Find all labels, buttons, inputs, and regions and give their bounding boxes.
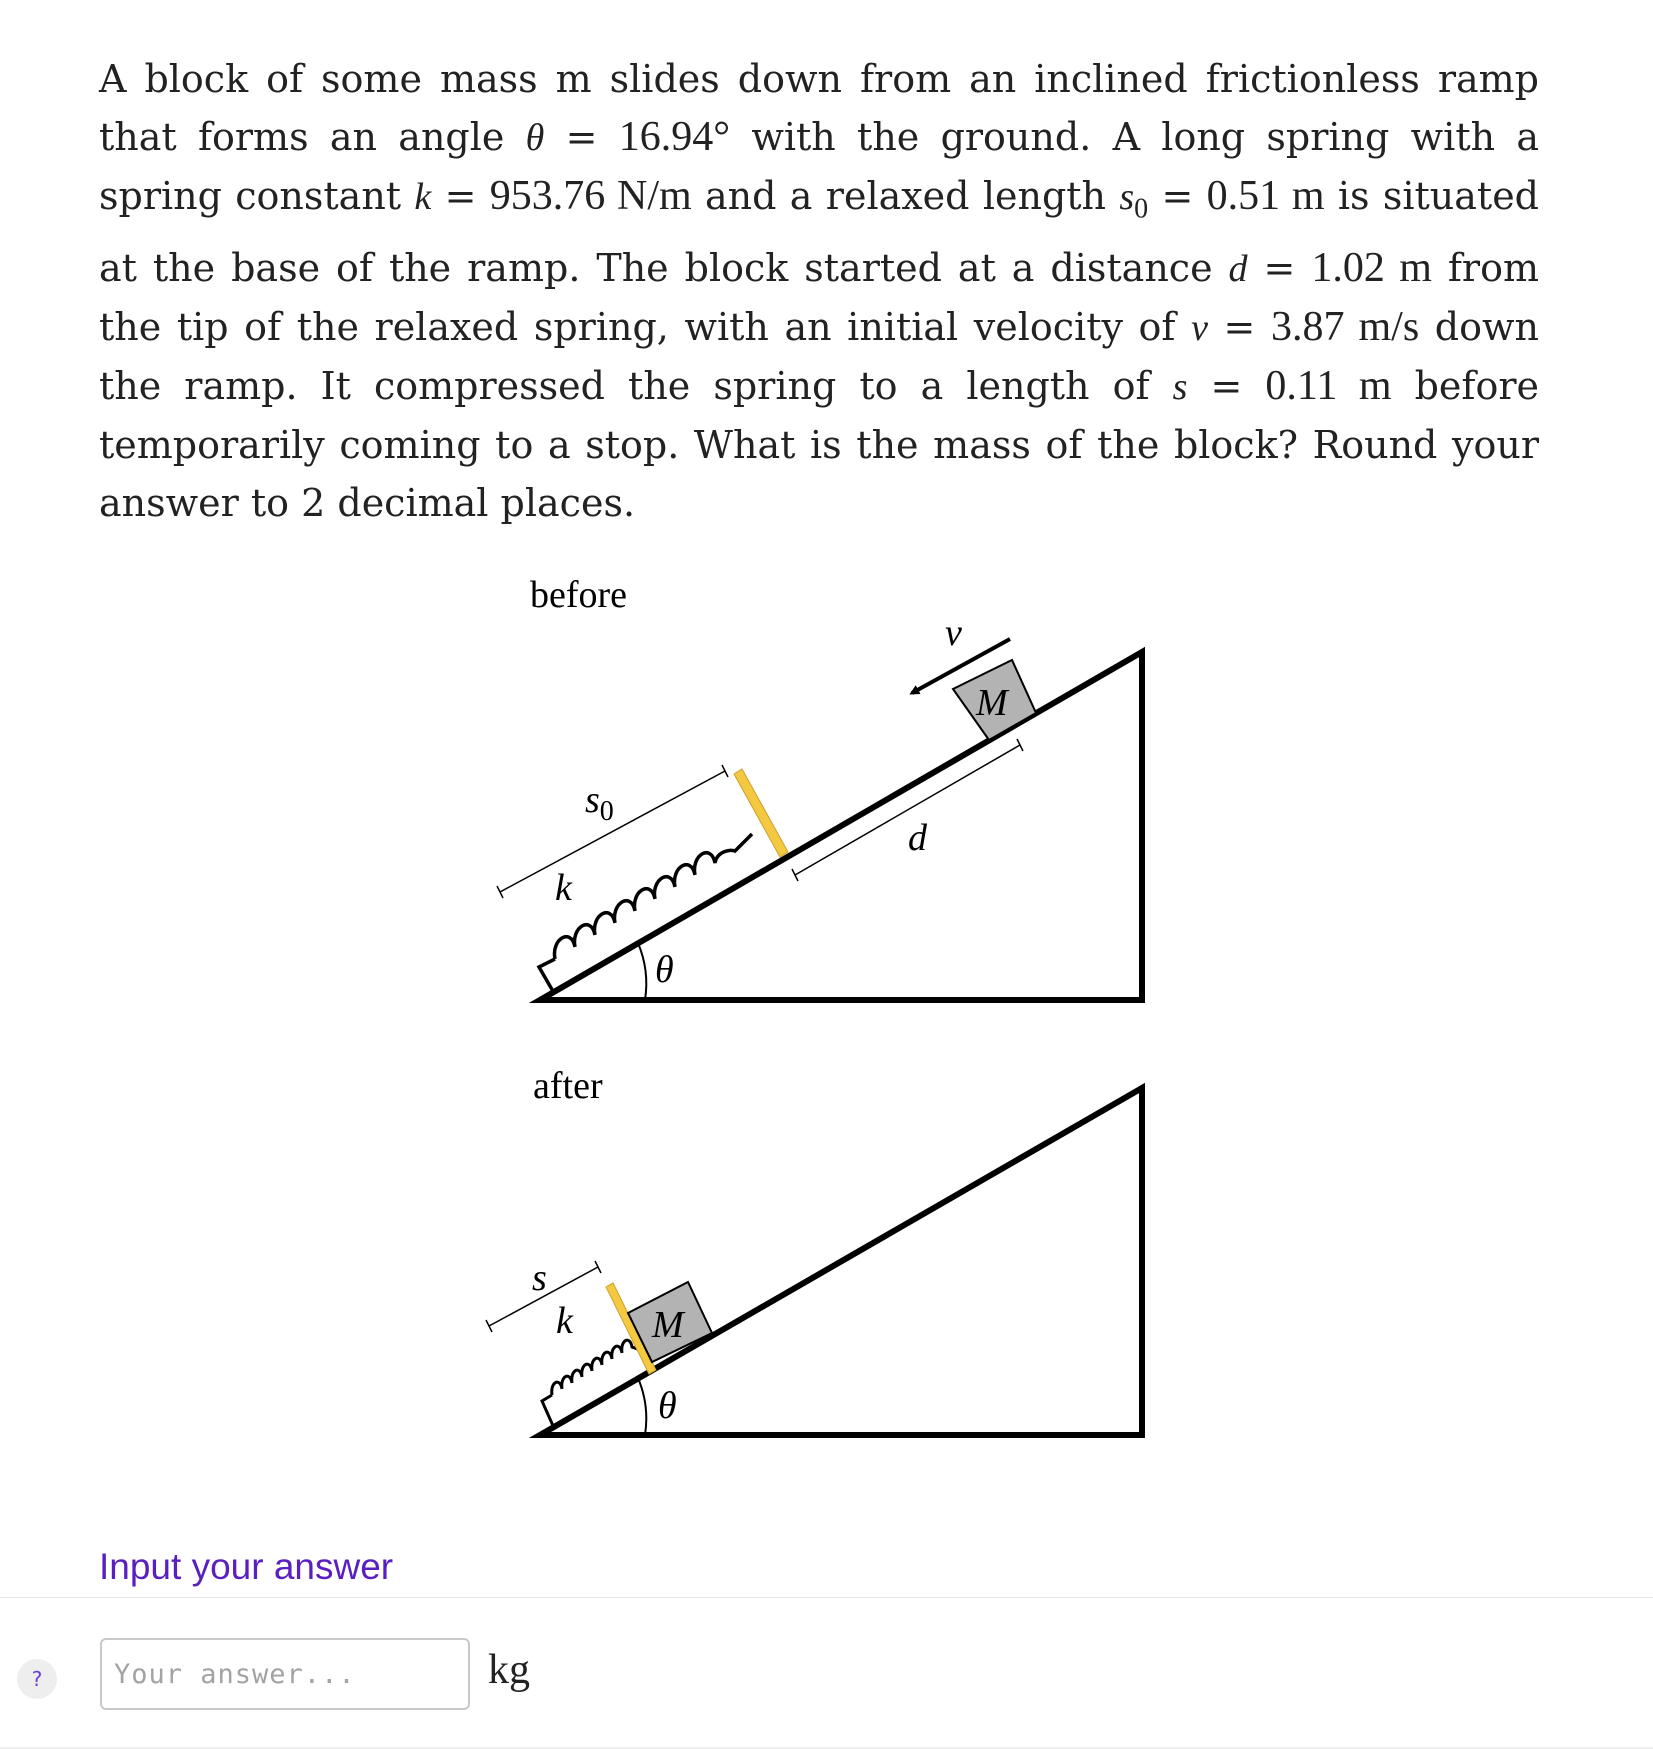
k-label-before: k xyxy=(555,867,572,909)
answer-input[interactable] xyxy=(100,1638,470,1710)
mass-label-after: M xyxy=(652,1304,684,1346)
after-label: after xyxy=(533,1065,603,1107)
answer-prompt: Input your answer xyxy=(99,1546,394,1587)
before-label: before xyxy=(530,574,628,616)
angle-arc-before xyxy=(638,943,646,1000)
k-label-after: k xyxy=(556,1300,573,1342)
ramp-spring-figure xyxy=(0,560,1653,1460)
physics-diagram xyxy=(0,560,1653,1460)
s0-label: $s_0$ xyxy=(585,779,614,827)
d-label: d xyxy=(908,817,927,859)
velocity-label: v⃗ xyxy=(945,612,992,654)
ramp-before xyxy=(540,652,1142,1000)
mass-label-before: M xyxy=(976,682,1008,724)
s-label: s xyxy=(532,1257,547,1299)
help-button[interactable]: ? xyxy=(17,1659,57,1699)
ramp-after xyxy=(540,1088,1142,1435)
angle-arc-after xyxy=(638,1378,646,1435)
divider xyxy=(0,1597,1653,1598)
question-text: A block of some mass m slides down from an inclined frictionless ramp that forms an angle θ = 16.94° with the ground. A long spring with a spring constant k = 953.76 N/m and a relaxed length $s_0 = 0.51$ m is situated at the base of the ramp. The block started at a distance d = 1.02 m from the tip of the relaxed spring, with an initial velocity of v = 3.87 m/s down the ramp. It compressed the spring to a length of s = 0.11 m before temporarily coming to a stop. What is the mass of the block? Round your answer to 2 decimal places. xyxy=(99,57,1540,525)
theta-label-after: θ xyxy=(658,1385,677,1427)
d-dimension xyxy=(792,739,1023,881)
unit-label: kg xyxy=(488,1647,530,1693)
theta-label-before: θ xyxy=(655,949,674,991)
s0-dimension xyxy=(497,765,728,898)
